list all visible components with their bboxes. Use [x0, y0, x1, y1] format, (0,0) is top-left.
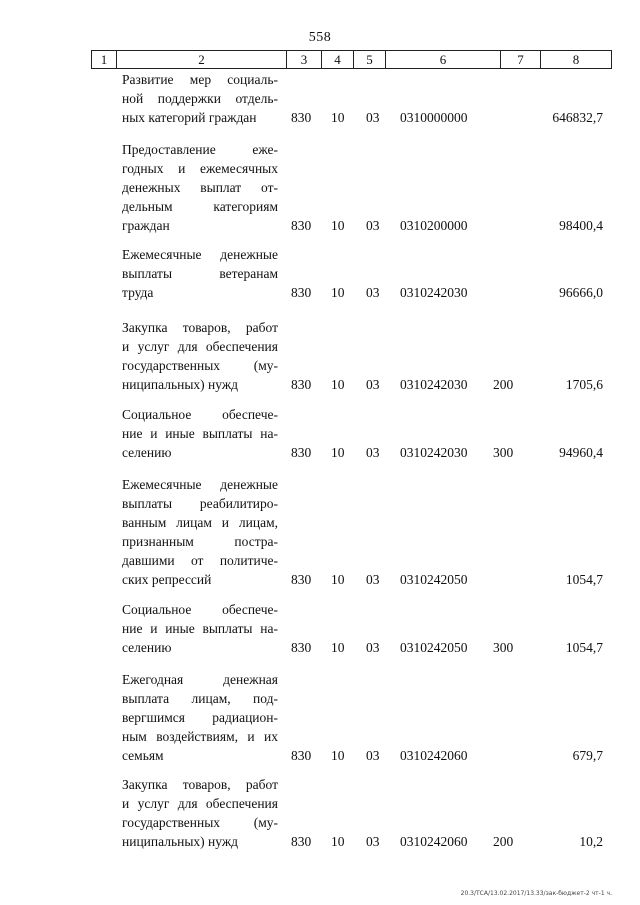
- description-line: государственных (му-: [122, 815, 278, 830]
- row-values: [0, 283, 640, 302]
- ministry-code: 830: [291, 285, 312, 300]
- subsection-code: 03: [366, 285, 380, 300]
- subsection-code: 03: [366, 445, 380, 460]
- ministry-code: 830: [291, 110, 312, 125]
- description-line: и услуг для обеспечения: [122, 339, 278, 354]
- description-line: выплата лицам, под-: [122, 691, 278, 706]
- description-line: ной поддержки отдель-: [122, 91, 278, 106]
- description-line: ных категорий граждан: [122, 110, 257, 125]
- section-code: 10: [331, 377, 345, 392]
- subsection-code: 03: [366, 640, 380, 655]
- row-values: [0, 638, 640, 657]
- header-cell-2: 2: [116, 51, 286, 68]
- description-line: труда: [122, 285, 154, 300]
- description-line: граждан: [122, 218, 170, 233]
- subsection-code: 03: [366, 834, 380, 849]
- page-number: 558: [308, 30, 332, 45]
- description-line: Социальное обеспече-: [122, 602, 278, 617]
- ministry-code: 830: [291, 640, 312, 655]
- section-code: 10: [331, 640, 345, 655]
- target-article-code: 0310242030: [400, 377, 468, 392]
- description-line: Предоставление еже-: [122, 142, 278, 157]
- amount-value: 1054,7: [565, 640, 603, 655]
- description-line: признанным постра-: [122, 534, 278, 549]
- header-cell-4: 4: [321, 51, 353, 68]
- row-values: [0, 108, 640, 127]
- amount-value: 98400,4: [559, 218, 603, 233]
- description-line: и услуг для обеспечения: [122, 796, 278, 811]
- header-cell-5: 5: [353, 51, 385, 68]
- section-code: 10: [331, 834, 345, 849]
- description-line: Социальное обеспече-: [122, 407, 278, 422]
- target-article-code: 0310242050: [400, 640, 468, 655]
- description-line: Ежемесячные денежные: [122, 477, 278, 492]
- subsection-code: 03: [366, 572, 380, 587]
- subsection-code: 03: [366, 377, 380, 392]
- row-values: [0, 216, 640, 235]
- amount-value: 10,2: [579, 834, 603, 849]
- target-article-code: 0310242030: [400, 285, 468, 300]
- row-values: [0, 443, 640, 462]
- description-line: семьям: [122, 748, 164, 763]
- description-line: ние и иные выплаты на-: [122, 426, 278, 441]
- description-line: вергшимся радиацион-: [122, 710, 278, 725]
- amount-value: 94960,4: [559, 445, 603, 460]
- ministry-code: 830: [291, 748, 312, 763]
- amount-value: 646832,7: [552, 110, 603, 125]
- target-article-code: 0310200000: [400, 218, 468, 233]
- amount-value: 96666,0: [559, 285, 603, 300]
- description-line: государственных (му-: [122, 358, 278, 373]
- header-cell-1: 1: [91, 51, 116, 68]
- row-values: [0, 375, 640, 394]
- description-line: Ежемесячные денежные: [122, 247, 278, 262]
- description-line: ских репрессий: [122, 572, 212, 587]
- ministry-code: 830: [291, 445, 312, 460]
- amount-value: 679,7: [572, 748, 603, 763]
- section-code: 10: [331, 445, 345, 460]
- row-values: [0, 746, 640, 765]
- description-line: дельным категориям: [122, 199, 278, 214]
- header-cell-3: 3: [286, 51, 321, 68]
- description-line: выплаты реабилитиро-: [122, 496, 278, 511]
- section-code: 10: [331, 572, 345, 587]
- section-code: 10: [331, 285, 345, 300]
- ministry-code: 830: [291, 572, 312, 587]
- target-article-code: 0310242050: [400, 572, 468, 587]
- description-line: ванным лицам и лицам,: [122, 515, 278, 530]
- target-article-code: 0310000000: [400, 110, 468, 125]
- row-values: [0, 570, 640, 589]
- description-line: ние и иные выплаты на-: [122, 621, 278, 636]
- description-line: годных и ежемесячных: [122, 161, 278, 176]
- subsection-code: 03: [366, 218, 380, 233]
- expense-kind-code: 300: [493, 640, 514, 655]
- expense-kind-code: 200: [493, 834, 514, 849]
- subsection-code: 03: [366, 110, 380, 125]
- ministry-code: 830: [291, 377, 312, 392]
- description-line: селению: [122, 445, 172, 460]
- expense-kind-code: 200: [493, 377, 514, 392]
- description-line: денежных выплат от-: [122, 180, 278, 195]
- row-values: [0, 832, 640, 851]
- section-code: 10: [331, 748, 345, 763]
- description-line: выплаты ветеранам: [122, 266, 278, 281]
- section-code: 10: [331, 110, 345, 125]
- table-header: [91, 50, 612, 69]
- description-line: ниципальных) нужд: [122, 834, 239, 849]
- amount-value: 1705,6: [565, 377, 603, 392]
- target-article-code: 0310242060: [400, 834, 468, 849]
- target-article-code: 0310242060: [400, 748, 468, 763]
- description-line: ниципальных) нужд: [122, 377, 239, 392]
- description-line: селению: [122, 640, 172, 655]
- description-line: Закупка товаров, работ: [122, 777, 278, 792]
- header-cell-8: 8: [540, 51, 612, 68]
- amount-value: 1054,7: [565, 572, 603, 587]
- header-cell-7: 7: [500, 51, 540, 68]
- description-line: ным воздействиям, и их: [122, 729, 278, 744]
- footer-note: 20.3/ТСА/13.02.2017/13.33/зак-бюджет-2 чт-1 ч.: [460, 890, 612, 897]
- target-article-code: 0310242030: [400, 445, 468, 460]
- subsection-code: 03: [366, 748, 380, 763]
- description-line: Ежегодная денежная: [122, 672, 278, 687]
- expense-kind-code: 300: [493, 445, 514, 460]
- ministry-code: 830: [291, 834, 312, 849]
- description-line: Закупка товаров, работ: [122, 320, 278, 335]
- description-line: Развитие мер социаль-: [122, 72, 278, 87]
- header-cell-6: 6: [385, 51, 500, 68]
- ministry-code: 830: [291, 218, 312, 233]
- section-code: 10: [331, 218, 345, 233]
- description-line: давшими от политиче-: [122, 553, 278, 568]
